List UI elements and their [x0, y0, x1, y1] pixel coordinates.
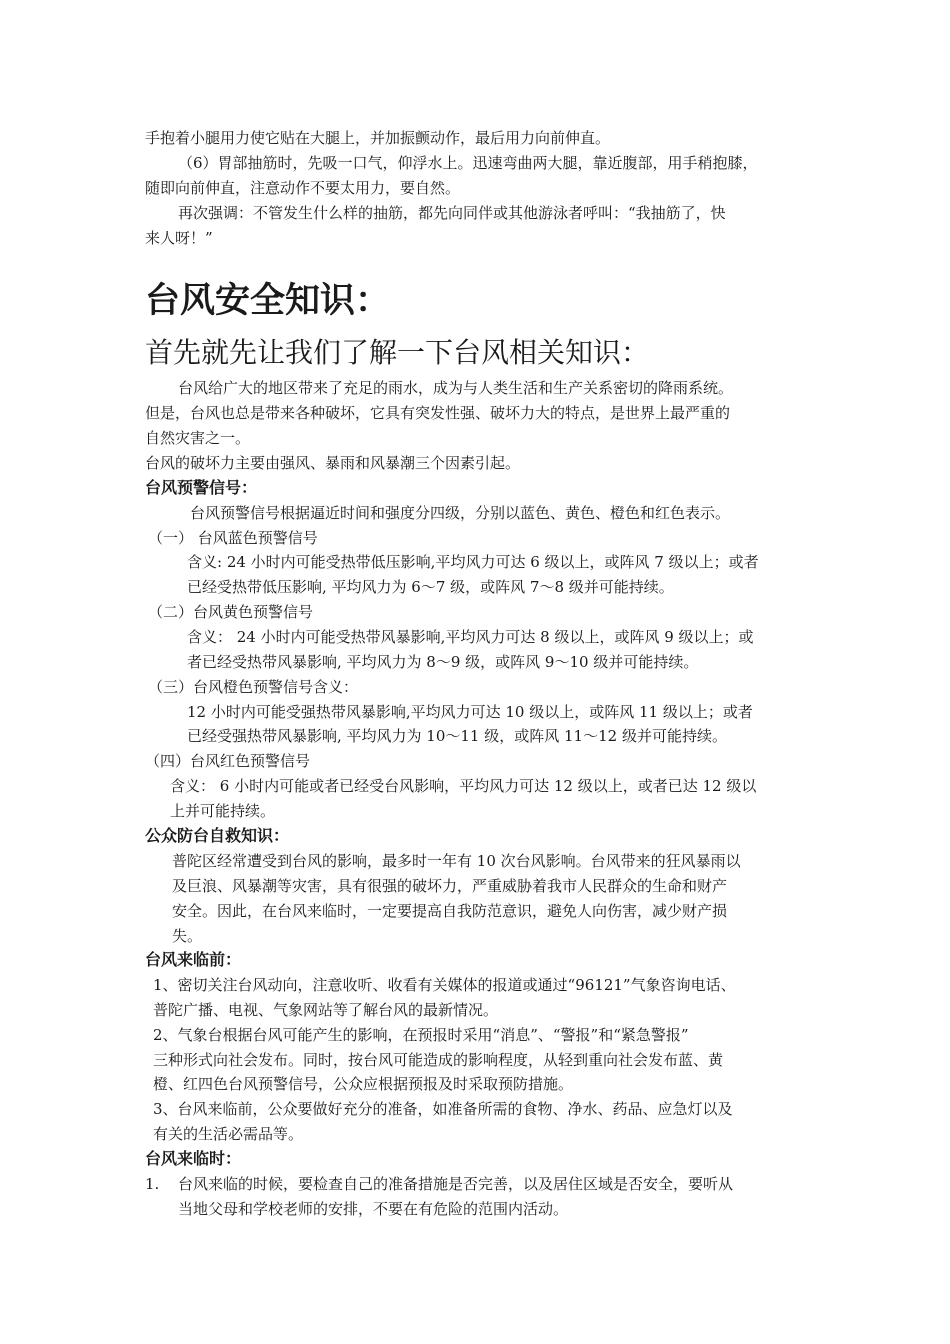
public-line: 普陀区经常遭受到台风的影响，最多时一年有 10 次台风影响。台风带来的狂风暴雨以	[172, 852, 741, 870]
warning-level-title: （四）台风红色预警信号	[145, 752, 311, 770]
warning-line: 已经受强热带风暴影响, 平均风力为 10～11 级，或阵风 11～12 级并可能持续。	[187, 727, 727, 745]
during-line: 当地父母和学校老师的安排，不要在有危险的范围内活动。	[178, 1200, 569, 1218]
warning-level-title: （二）台风黄色预警信号	[148, 603, 314, 621]
intro-line: 手抱着小腿用力使它贴在大腿上，并加振颤动作，最后用力向前伸直。	[145, 129, 611, 147]
warning-line: 含义： 6 小时内可能或者已经受台风影响，平均风力可达 12 级以上，或者已达 12 级以	[170, 777, 757, 795]
warning-line: 含义： 24 小时内可能受热带风暴影响,平均风力可达 8 级以上，或阵风 9 级以上；或	[187, 628, 754, 646]
page-title: 台风安全知识：	[145, 281, 391, 321]
public-line: 安全。因此，在台风来临时，一定要提高自我防范意识，避免人向伤害，减少财产损	[172, 902, 728, 920]
before-line: 三种形式向社会发布。同时，按台风可能造成的影响程度，从轻到重向社会发布蓝、黄	[153, 1051, 724, 1069]
during-line: 台风来临的时候，要检查自己的准备措施是否完善，以及居住区域是否安全，要听从	[178, 1175, 734, 1193]
intro-line: 再次强调：不管发生什么样的抽筋，都先向同伴或其他游泳者呼叫：“我抽筋了，快	[178, 204, 726, 222]
before-line: 3、台风来临前，公众要做好充分的准备，如准备所需的食物、净水、药品、应急灯以及	[153, 1100, 733, 1118]
knowledge-line: 台风的破坏力主要由强风、暴雨和风暴潮三个因素引起。	[145, 454, 521, 472]
warning-line: 含义: 24 小时内可能受热带低压影响,平均风力可达 6 级以上，或阵风 7 级以上；或者	[187, 553, 759, 571]
page-subtitle: 首先就先让我们了解一下台风相关知识：	[145, 336, 650, 369]
warning-line: 台风预警信号根据逼近时间和强度分四级，分别以蓝色、黄色、橙色和红色表示。	[190, 504, 731, 522]
warning-heading: 台风预警信号：	[145, 478, 258, 497]
before-line: 1、密切关注台风动向，注意收听、收看有关媒体的报道或通过“96121”气象咨询电话、	[153, 976, 736, 994]
during-heading: 台风来临时：	[145, 1149, 242, 1168]
warning-line: 已经受热带低压影响, 平均风力为 6～7 级，或阵风 7～8 级并可能持续。	[187, 578, 674, 596]
warning-line: 者已经受热带风暴影响, 平均风力为 8～9 级，或阵风 9～10 级并可能持续。	[187, 653, 699, 671]
warning-level-title: （一） 台风蓝色预警信号	[148, 529, 318, 547]
knowledge-line: 自然灾害之一。	[145, 429, 251, 447]
before-heading: 台风来临前：	[145, 950, 242, 969]
public-heading: 公众防台自救知识：	[145, 826, 290, 845]
intro-line: （6）胃部抽筋时，先吸一口气，仰浮水上。迅速弯曲两大腿，靠近腹部，用手稍抱膝，	[178, 154, 758, 172]
intro-line: 随即向前伸直，注意动作不要太用力，要自然。	[145, 179, 461, 197]
warning-line: 上并可能持续。	[170, 802, 276, 820]
list-marker: 1.	[145, 1175, 160, 1193]
intro-line: 来人呀！”	[145, 229, 213, 247]
warning-line: 12 小时内可能受强热带风暴影响,平均风力可达 10 级以上，或阵风 11 级以上；或者	[187, 703, 753, 721]
before-line: 2、气象台根据台风可能产生的影响，在预报时采用“消息”、“警报”和“紧急警报”	[153, 1026, 689, 1044]
public-line: 及巨浪、风暴潮等灾害，具有很强的破坏力，严重威胁着我市人民群众的生命和财产	[172, 877, 728, 895]
public-line: 失。	[172, 927, 203, 945]
before-line: 有关的生活必需品等。	[153, 1125, 304, 1143]
warning-level-title: （三）台风橙色预警信号含义：	[148, 678, 359, 696]
before-line: 橙、红四色台风预警信号，公众应根据预报及时采取预防措施。	[153, 1075, 574, 1093]
knowledge-line: 台风给广大的地区带来了充足的雨水，成为与人类生活和生产关系密切的降雨系统。	[178, 379, 734, 397]
before-line: 普陀广播、电视、气象网站等了解台风的最新情况。	[153, 1001, 499, 1019]
knowledge-line: 但是，台风也总是带来各种破坏，它具有突发性强、破坏力大的特点，是世界上最严重的	[145, 404, 731, 422]
